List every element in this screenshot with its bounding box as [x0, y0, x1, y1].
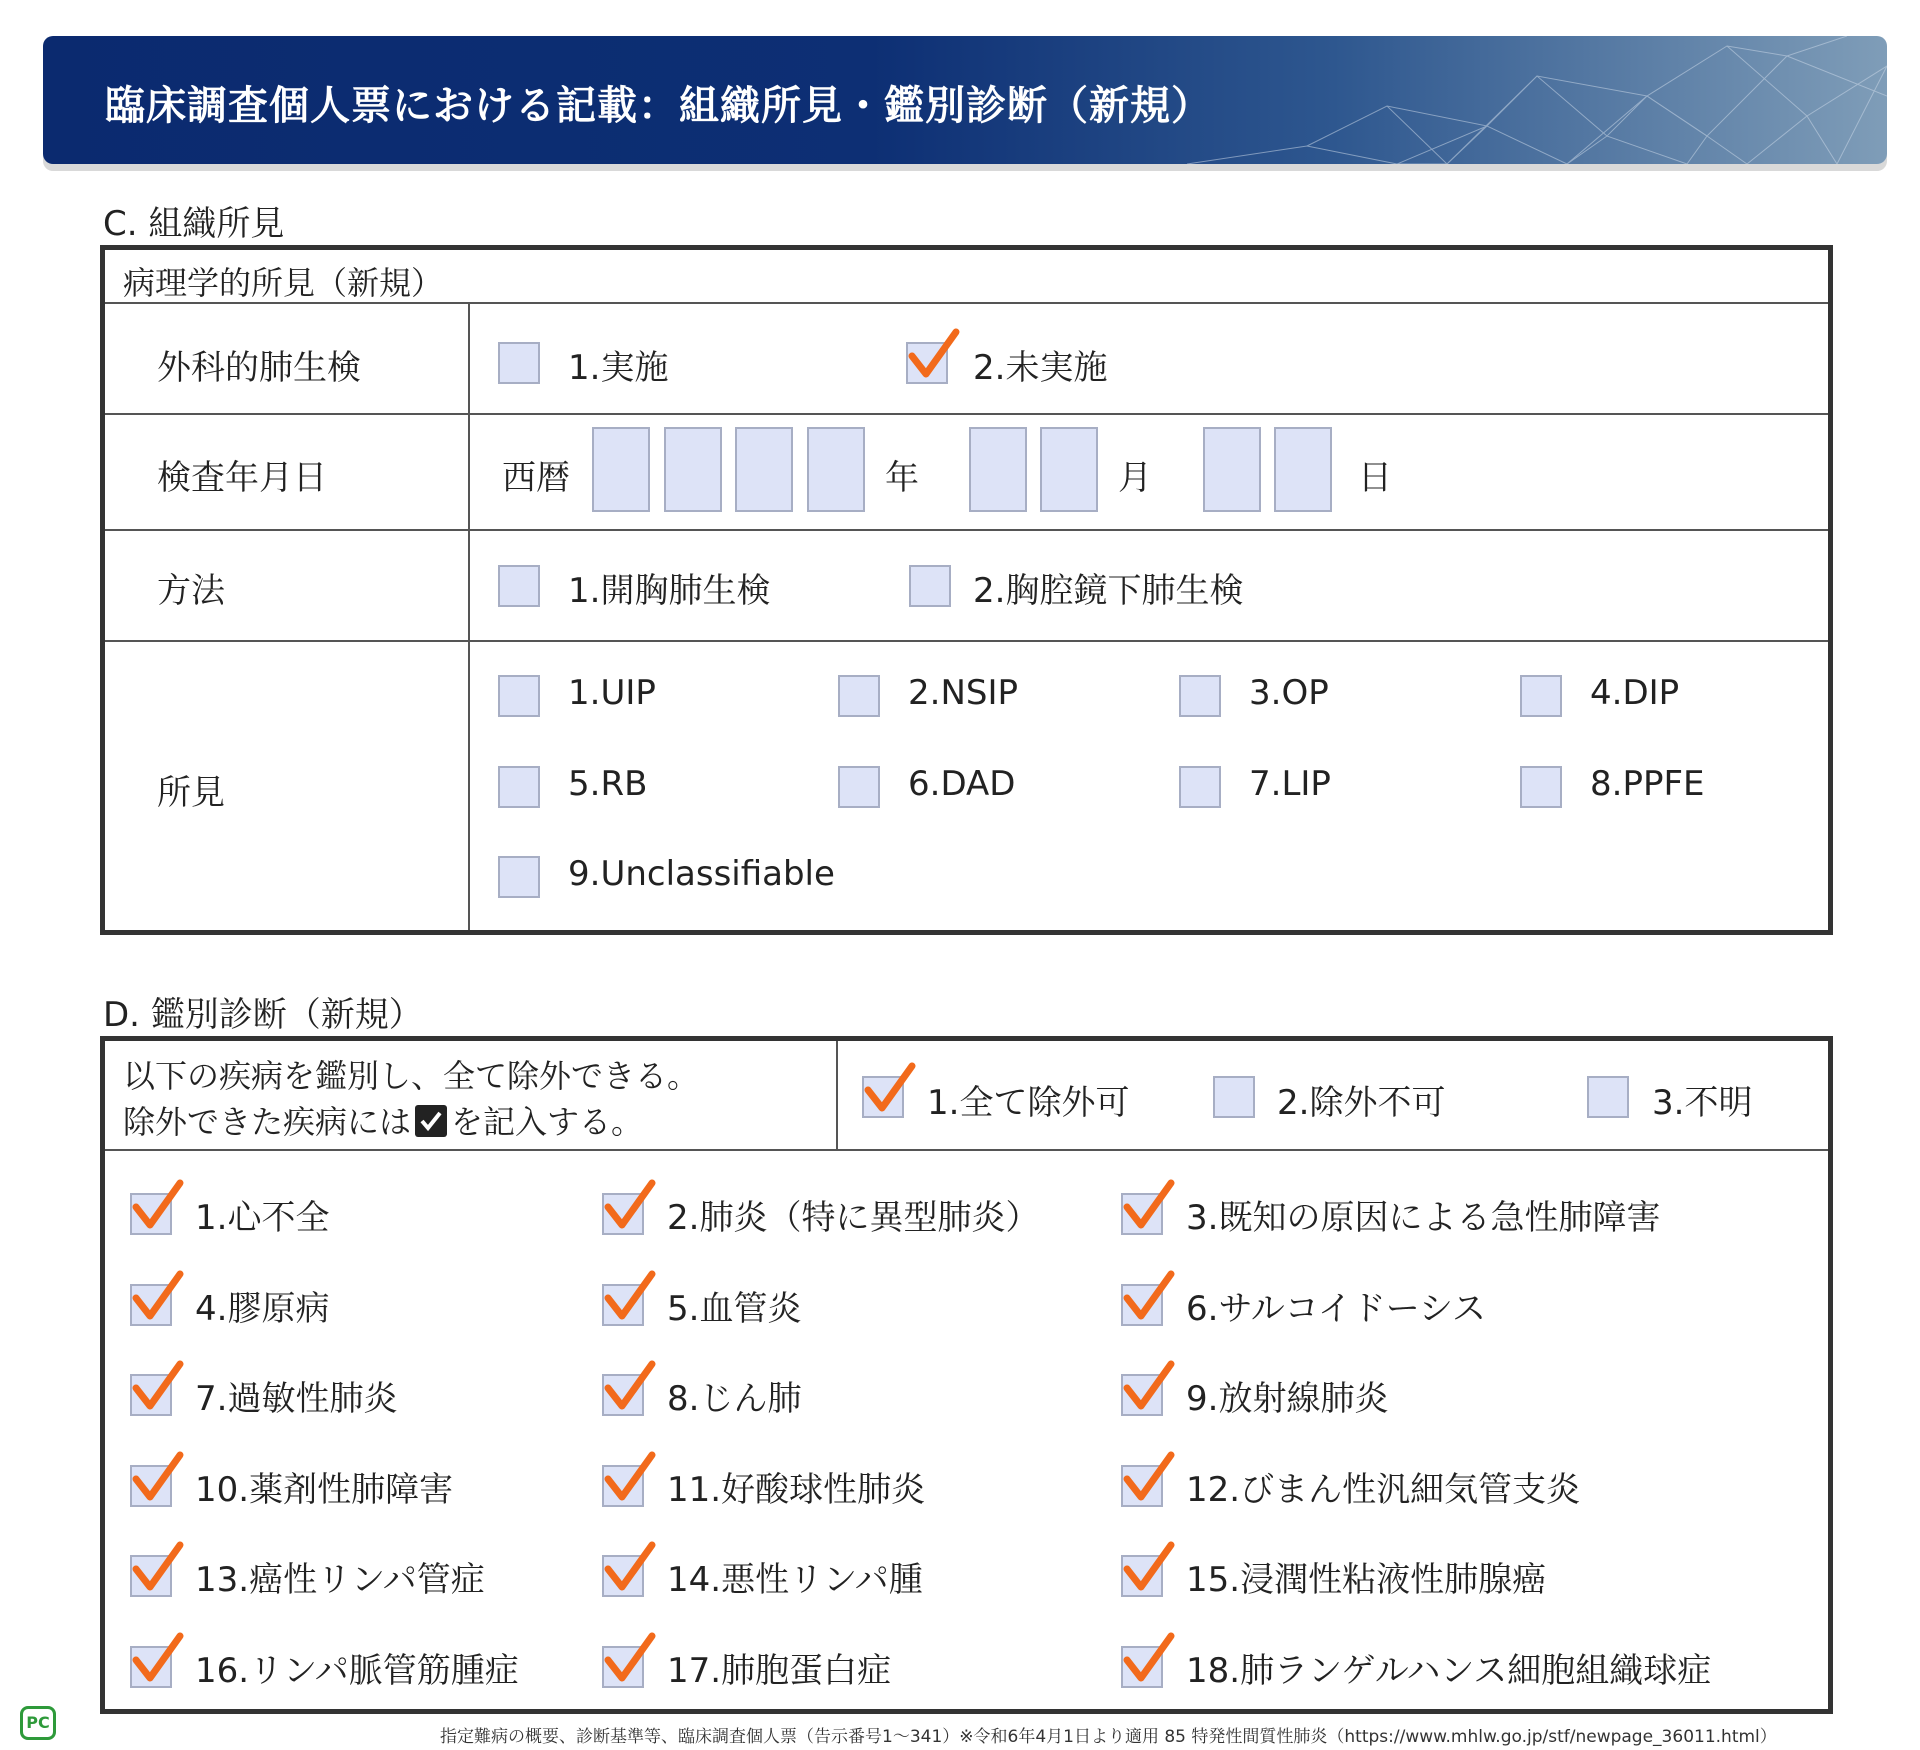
checkbox-finding[interactable] — [838, 766, 880, 808]
finding-label: 8.PPFE — [1590, 764, 1705, 804]
option-label: 3.不明 — [1652, 1083, 1753, 1123]
era-label: 西暦 — [502, 458, 570, 498]
disease-label: 7.過敏性肺炎 — [195, 1379, 398, 1419]
disease-label: 8.じん肺 — [667, 1379, 802, 1419]
section-d-title: D. 鑑別診断（新規） — [103, 995, 423, 1035]
checkbox-finding[interactable] — [498, 856, 540, 898]
finding-label: 3.OP — [1249, 673, 1329, 713]
exam-date-label: 検査年月日 — [157, 458, 327, 498]
year-digit-4[interactable] — [807, 427, 865, 512]
disease-label: 9.放射線肺炎 — [1186, 1379, 1389, 1419]
checkbox-disease[interactable] — [1121, 1374, 1163, 1416]
finding-label: 4.DIP — [1590, 673, 1680, 713]
check-mark-icon — [130, 1630, 188, 1688]
checkbox-disease[interactable] — [1121, 1646, 1163, 1688]
day-unit: 日 — [1358, 458, 1392, 498]
disease-label: 13.癌性リンパ管症 — [195, 1560, 485, 1600]
instruction-text-b: を記入する。 — [451, 1103, 644, 1141]
year-digit-1[interactable] — [592, 427, 650, 512]
finding-label: 5.RB — [568, 764, 648, 804]
check-mark-icon — [1121, 1449, 1179, 1507]
checkbox-disease[interactable] — [130, 1555, 172, 1597]
check-mark-icon — [1121, 1630, 1179, 1688]
checkbox-disease[interactable] — [602, 1646, 644, 1688]
finding-label: 1.UIP — [568, 673, 656, 713]
checkbox-disease[interactable] — [602, 1193, 644, 1235]
option-label: 2.除外不可 — [1277, 1083, 1446, 1123]
checkbox-finding[interactable] — [498, 675, 540, 717]
check-mark-icon — [1121, 1268, 1179, 1326]
day-digit-1[interactable] — [1203, 427, 1261, 512]
checkbox-surgical-not-performed[interactable] — [906, 342, 948, 384]
disease-label: 4.膠原病 — [195, 1289, 330, 1329]
source-footnote: 指定難病の概要、診断基準等、臨床調査個人票（告示番号1～341）※令和6年4月1日より適用 85 特発性間質性肺炎（https://www.mhlw.go.jp/stf/newpage_36011.html） — [440, 1727, 1777, 1747]
checkbox-finding[interactable] — [498, 766, 540, 808]
checkbox-all-excluded[interactable] — [862, 1076, 904, 1118]
checkbox-finding[interactable] — [1520, 675, 1562, 717]
year-digit-3[interactable] — [735, 427, 793, 512]
check-mark-icon — [602, 1630, 660, 1688]
check-mark-icon — [130, 1358, 188, 1416]
checkbox-disease[interactable] — [1121, 1284, 1163, 1326]
checkbox-disease[interactable] — [602, 1465, 644, 1507]
checkbox-disease[interactable] — [130, 1284, 172, 1326]
checkbox-disease[interactable] — [602, 1555, 644, 1597]
disease-label: 10.薬剤性肺障害 — [195, 1470, 454, 1510]
disease-label: 2.肺炎（特に異型肺炎） — [667, 1198, 1040, 1238]
disease-label: 17.肺胞蛋白症 — [667, 1651, 892, 1691]
check-mark-icon — [602, 1177, 660, 1235]
month-digit-1[interactable] — [969, 427, 1027, 512]
check-mark-icon — [602, 1268, 660, 1326]
checkbox-disease[interactable] — [130, 1374, 172, 1416]
checkbox-disease[interactable] — [1121, 1555, 1163, 1597]
day-digit-2[interactable] — [1274, 427, 1332, 512]
section-c-title: C. 組織所見 — [103, 204, 285, 244]
check-mark-icon — [415, 1105, 447, 1137]
checkbox-disease[interactable] — [130, 1646, 172, 1688]
checkbox-thoracotomy[interactable] — [498, 565, 540, 607]
disease-label: 5.血管炎 — [667, 1289, 802, 1329]
differential-table — [100, 1036, 1833, 1714]
check-mark-icon — [602, 1539, 660, 1597]
finding-label: 9.Unclassifiable — [568, 854, 835, 894]
check-mark-icon — [1121, 1177, 1179, 1235]
instruction-text-a: 除外できた疾病には — [123, 1103, 412, 1141]
disease-label: 12.びまん性汎細気管支炎 — [1186, 1470, 1581, 1510]
checkbox-surgical-performed[interactable] — [498, 342, 540, 384]
check-mark-icon — [1121, 1539, 1179, 1597]
checkbox-disease[interactable] — [130, 1193, 172, 1235]
year-unit: 年 — [885, 458, 919, 498]
network-pattern — [1187, 36, 1887, 164]
instruction-line-1: 以下の疾病を鑑別し、全て除外できる。 — [123, 1057, 700, 1095]
checkbox-disease[interactable] — [1121, 1465, 1163, 1507]
check-mark-icon — [130, 1449, 188, 1507]
disease-label: 16.リンパ脈管筋腫症 — [195, 1651, 519, 1691]
check-mark-icon — [130, 1177, 188, 1235]
disease-label: 11.好酸球性肺炎 — [667, 1470, 926, 1510]
surgical-biopsy-label: 外科的肺生検 — [157, 348, 361, 388]
check-mark-icon — [130, 1539, 188, 1597]
disease-label: 3.既知の原因による急性肺障害 — [1186, 1198, 1661, 1238]
checkbox-disease[interactable] — [130, 1465, 172, 1507]
checkbox-finding[interactable] — [1179, 766, 1221, 808]
disease-label: 1.心不全 — [195, 1198, 330, 1238]
findings-label: 所見 — [157, 773, 225, 813]
checkbox-finding[interactable] — [838, 675, 880, 717]
checkbox-disease[interactable] — [602, 1284, 644, 1326]
checkbox-not-excludable[interactable] — [1213, 1076, 1255, 1118]
check-mark-icon — [602, 1449, 660, 1507]
disease-label: 6.サルコイドーシス — [1186, 1289, 1487, 1329]
disease-label: 18.肺ランゲルハンス細胞組織球症 — [1186, 1651, 1712, 1691]
finding-label: 2.NSIP — [908, 673, 1018, 713]
option-label: 1.全て除外可 — [927, 1083, 1130, 1123]
checkbox-finding[interactable] — [1179, 675, 1221, 717]
check-mark-icon — [906, 326, 964, 384]
header-banner — [43, 36, 1887, 164]
checkbox-disease[interactable] — [602, 1374, 644, 1416]
check-mark-icon — [1121, 1358, 1179, 1416]
disease-label: 14.悪性リンパ腫 — [667, 1560, 923, 1600]
checkbox-thoracoscopic[interactable] — [909, 565, 951, 607]
checkbox-disease[interactable] — [1121, 1193, 1163, 1235]
pathology-table — [100, 245, 1833, 935]
finding-label: 7.LIP — [1249, 764, 1331, 804]
year-digit-2[interactable] — [664, 427, 722, 512]
option-label: 1.実施 — [568, 348, 669, 388]
table-header: 病理学的所見（新規） — [123, 264, 444, 302]
check-mark-icon — [862, 1060, 920, 1118]
method-label: 方法 — [157, 571, 225, 611]
instruction-line-2 — [123, 1097, 643, 1143]
option-label: 1.開胸肺生検 — [568, 571, 771, 611]
check-mark-icon — [602, 1358, 660, 1416]
option-label: 2.未実施 — [973, 348, 1108, 388]
option-label: 2.胸腔鏡下肺生検 — [973, 571, 1244, 611]
page-title: 臨床調査個人票における記載：組織所見・鑑別診断（新規） — [105, 83, 1212, 129]
month-digit-2[interactable] — [1040, 427, 1098, 512]
checkbox-unknown[interactable] — [1587, 1076, 1629, 1118]
pc-logo: PC — [20, 1706, 56, 1740]
finding-label: 6.DAD — [908, 764, 1016, 804]
check-mark-icon — [130, 1268, 188, 1326]
checkbox-finding[interactable] — [1520, 766, 1562, 808]
disease-label: 15.浸潤性粘液性肺腺癌 — [1186, 1560, 1547, 1600]
month-unit: 月 — [1118, 458, 1152, 498]
